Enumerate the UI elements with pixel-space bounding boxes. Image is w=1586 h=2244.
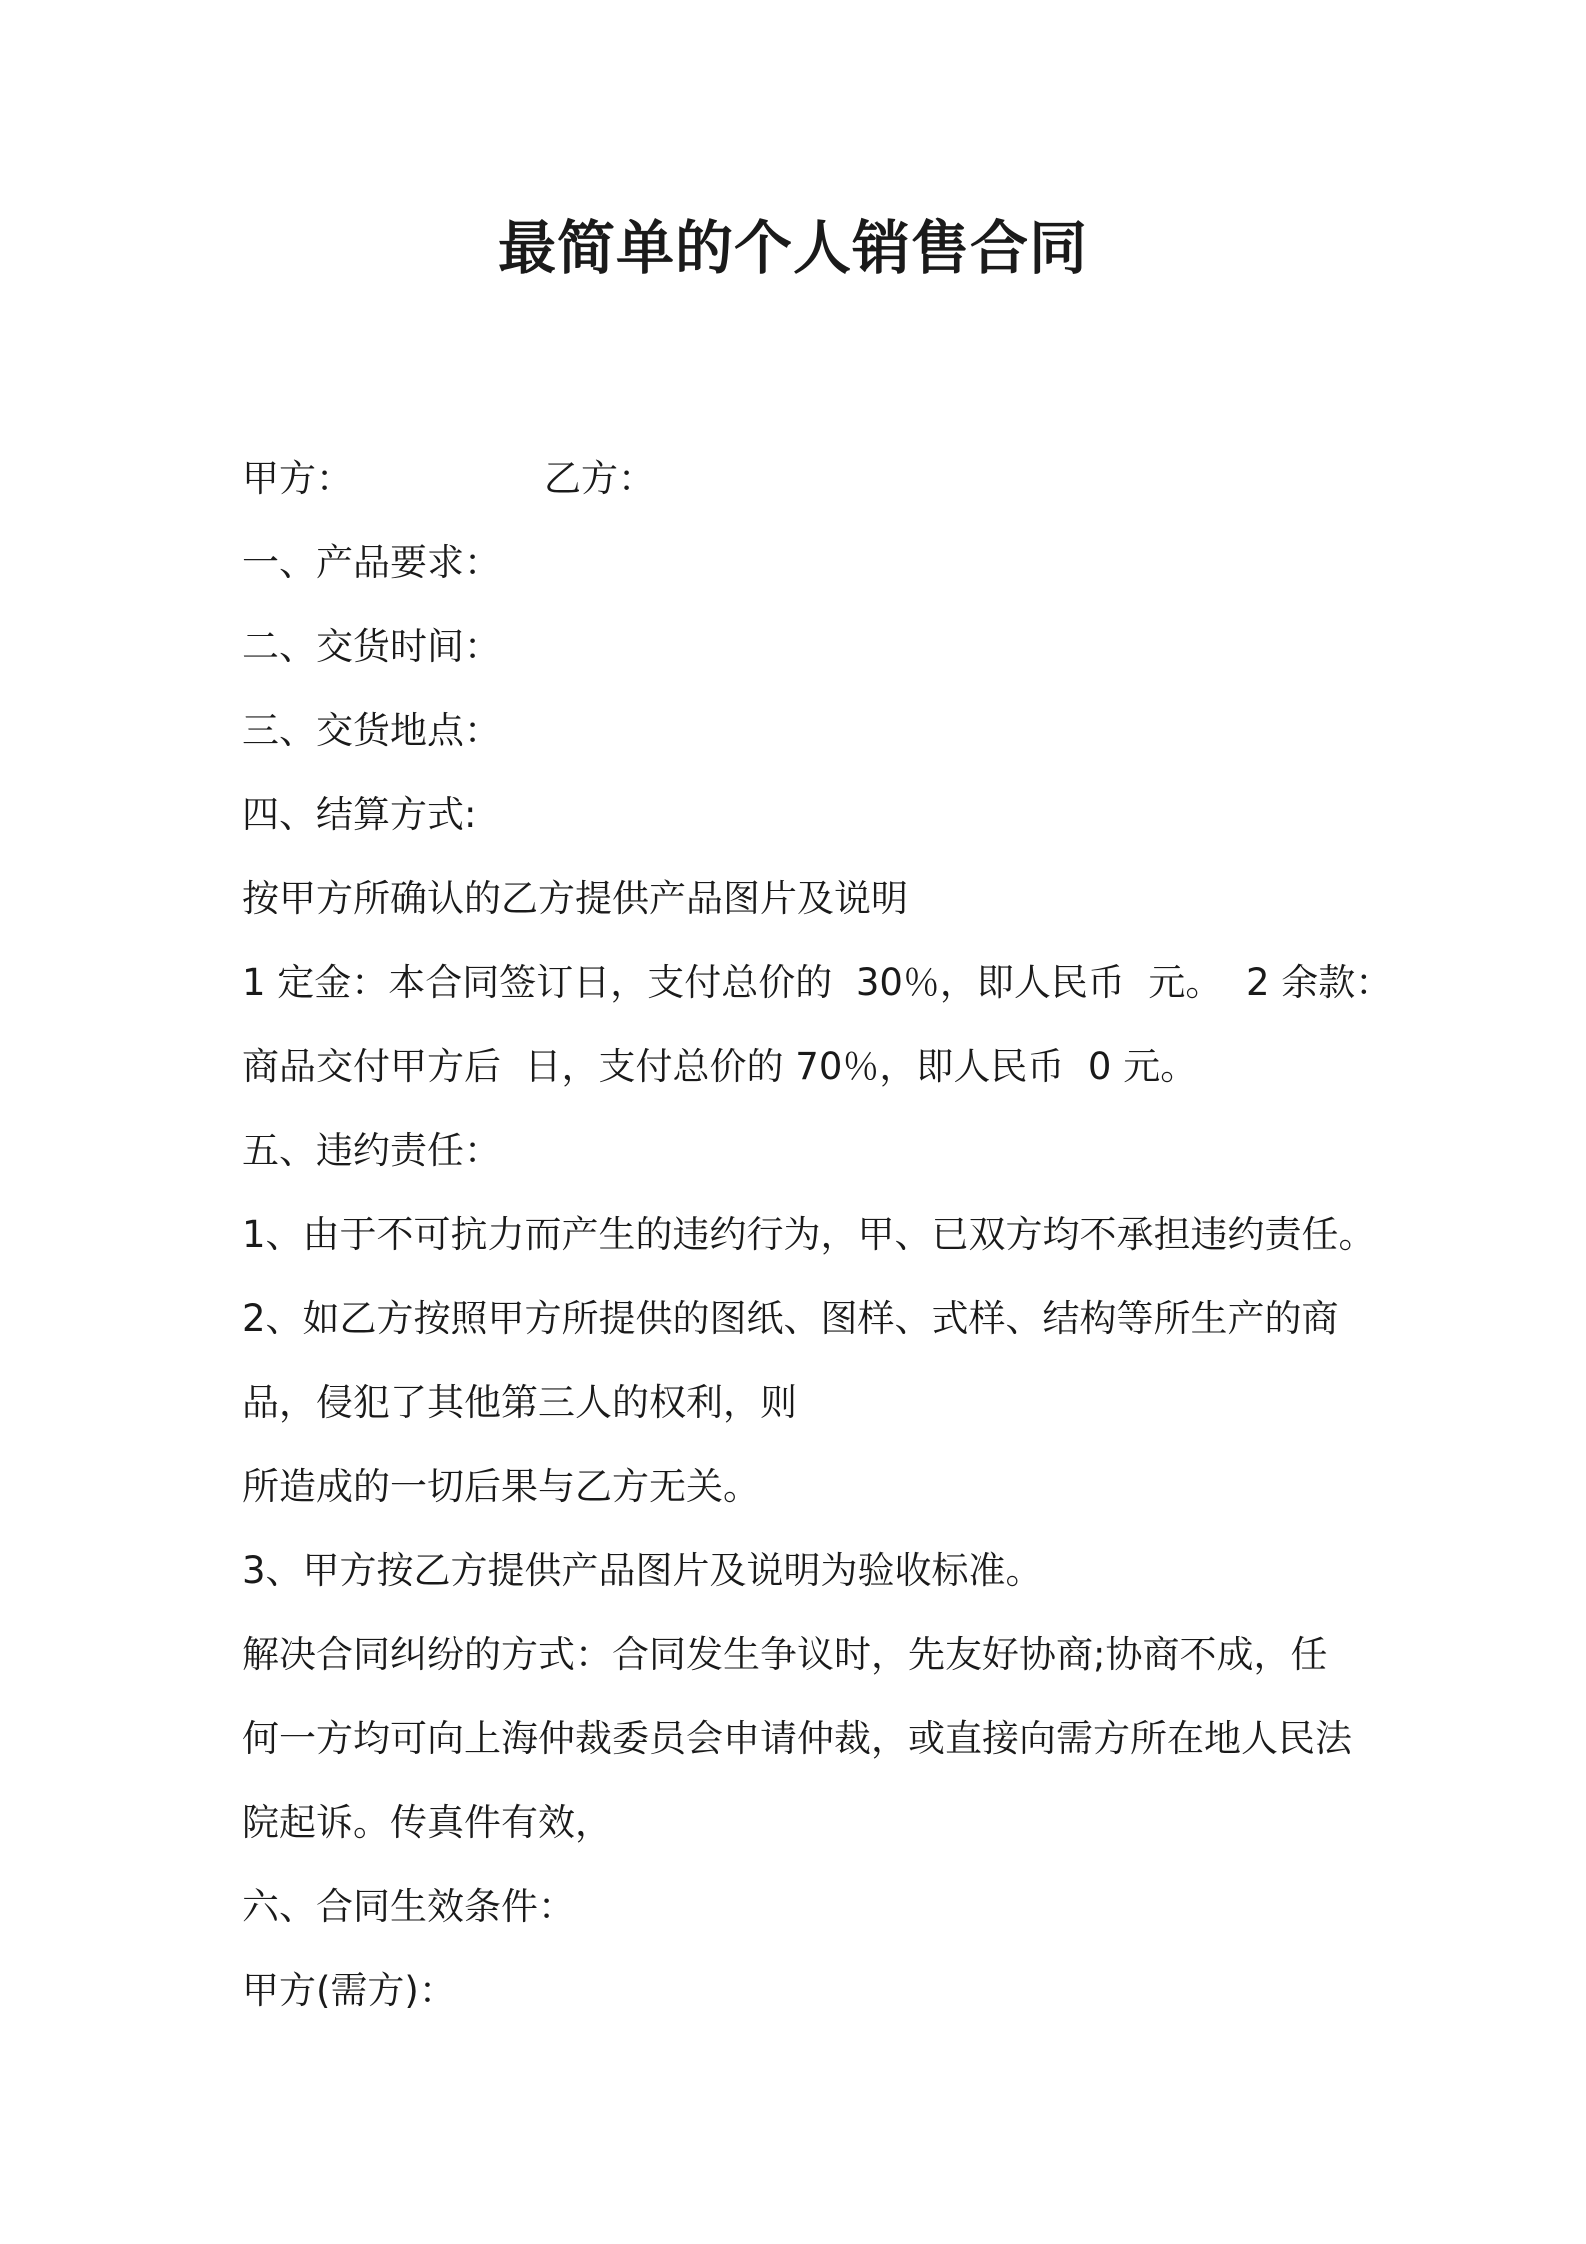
document-title: 最简单的个人销售合同: [497, 214, 1088, 282]
clause-product-requirements: 一、产品要求：: [242, 541, 501, 584]
deposit-line: 1 定金：本合同签订日，支付总价的 30％，即人民币 元。 2 余款：: [242, 961, 1393, 1004]
clause-delivery-time: 二、交货时间：: [242, 625, 501, 668]
liability-item-2-part-1: 2、如乙方按照甲方所提供的图纸、图样、式样、结构等所生产的商: [242, 1297, 1339, 1340]
clause-delivery-location: 三、交货地点：: [242, 709, 501, 752]
party-b-label: 乙方：: [544, 457, 655, 500]
balance-line: 商品交付甲方后 日，支付总价的 70％，即人民币 0 元。: [242, 1045, 1198, 1088]
clause-liability: 五、违约责任：: [242, 1129, 501, 1172]
liability-item-2-part-2: 品，侵犯了其他第三人的权利，则: [242, 1381, 797, 1424]
dispute-resolution-part-1: 解决合同纠纷的方式：合同发生争议时，先友好协商;协商不成，任: [242, 1633, 1328, 1676]
settlement-basis-line: 按甲方所确认的乙方提供产品图片及说明: [242, 877, 908, 920]
clause-settlement-method: 四、结算方式:: [242, 793, 477, 836]
clause-effective-conditions: 六、合同生效条件：: [242, 1885, 575, 1928]
liability-item-1: 1、由于不可抗力而产生的违约行为，甲、已双方均不承担违约责任。: [242, 1213, 1376, 1256]
party-a-buyer-signature-label: 甲方(需方)：: [242, 1969, 456, 2012]
dispute-resolution-part-3: 院起诉。传真件有效，: [242, 1801, 612, 1844]
liability-item-2-part-3: 所造成的一切后果与乙方无关。: [242, 1465, 760, 1508]
liability-item-3: 3、甲方按乙方提供产品图片及说明为验收标准。: [242, 1549, 1043, 1592]
party-a-label: 甲方：: [242, 457, 353, 500]
dispute-resolution-part-2: 何一方均可向上海仲裁委员会申请仲裁，或直接向需方所在地人民法: [242, 1717, 1352, 1760]
